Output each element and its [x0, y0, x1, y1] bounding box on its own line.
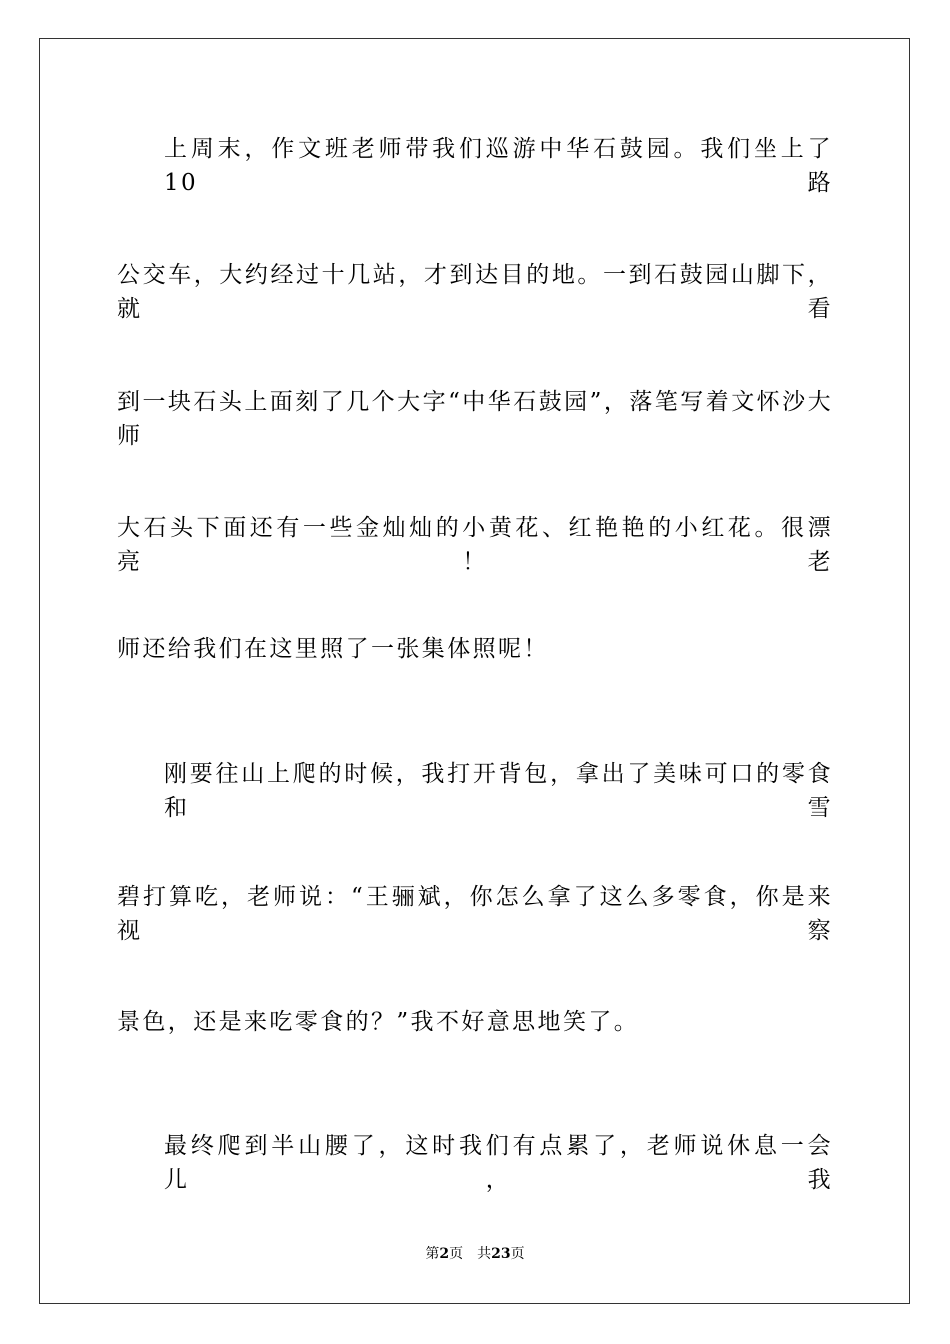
footer-page-suffix: 页 [449, 1246, 464, 1262]
paragraph-1-line-2: 公交车，大约经过十几站，才到达目的地。一到石鼓园山脚下，就看 [117, 262, 833, 322]
paragraph-2-line-2: 碧打算吃，老师说：“王骊斌，你怎么拿了这么多零食，你是来视察 [117, 884, 833, 944]
paragraph-1-line-3: 到一块石头上面刻了几个大字“中华石鼓园”，落笔写着文怀沙大师 [117, 389, 833, 449]
paragraph-1-line-1: 上周末，作文班老师带我们巡游中华石鼓园。我们坐上了 10 路 [164, 136, 833, 196]
paragraph-1-line-4: 大石头下面还有一些金灿灿的小黄花、红艳艳的小红花。很漂亮！老 [117, 515, 833, 575]
footer-total-prefix: 共 [477, 1246, 492, 1262]
paragraph-2-line-3: 景色，还是来吃零食的？”我不好意思地笑了。 [117, 1009, 640, 1035]
footer-page-number: 2 [439, 1246, 450, 1262]
page-footer [0, 1244, 950, 1264]
footer-total-pages: 23 [491, 1246, 511, 1262]
paragraph-1-line-5: 师还给我们在这里照了一张集体照呢！ [117, 636, 549, 662]
page-border [39, 38, 910, 1304]
footer-total-suffix: 页 [510, 1246, 525, 1262]
footer-page-prefix: 第 [425, 1246, 440, 1262]
paragraph-3-line-1: 最终爬到半山腰了，这时我们有点累了，老师说休息一会儿，我 [164, 1133, 833, 1193]
paragraph-2-line-1: 刚要往山上爬的时候，我打开背包，拿出了美味可口的零食和雪 [164, 761, 833, 821]
